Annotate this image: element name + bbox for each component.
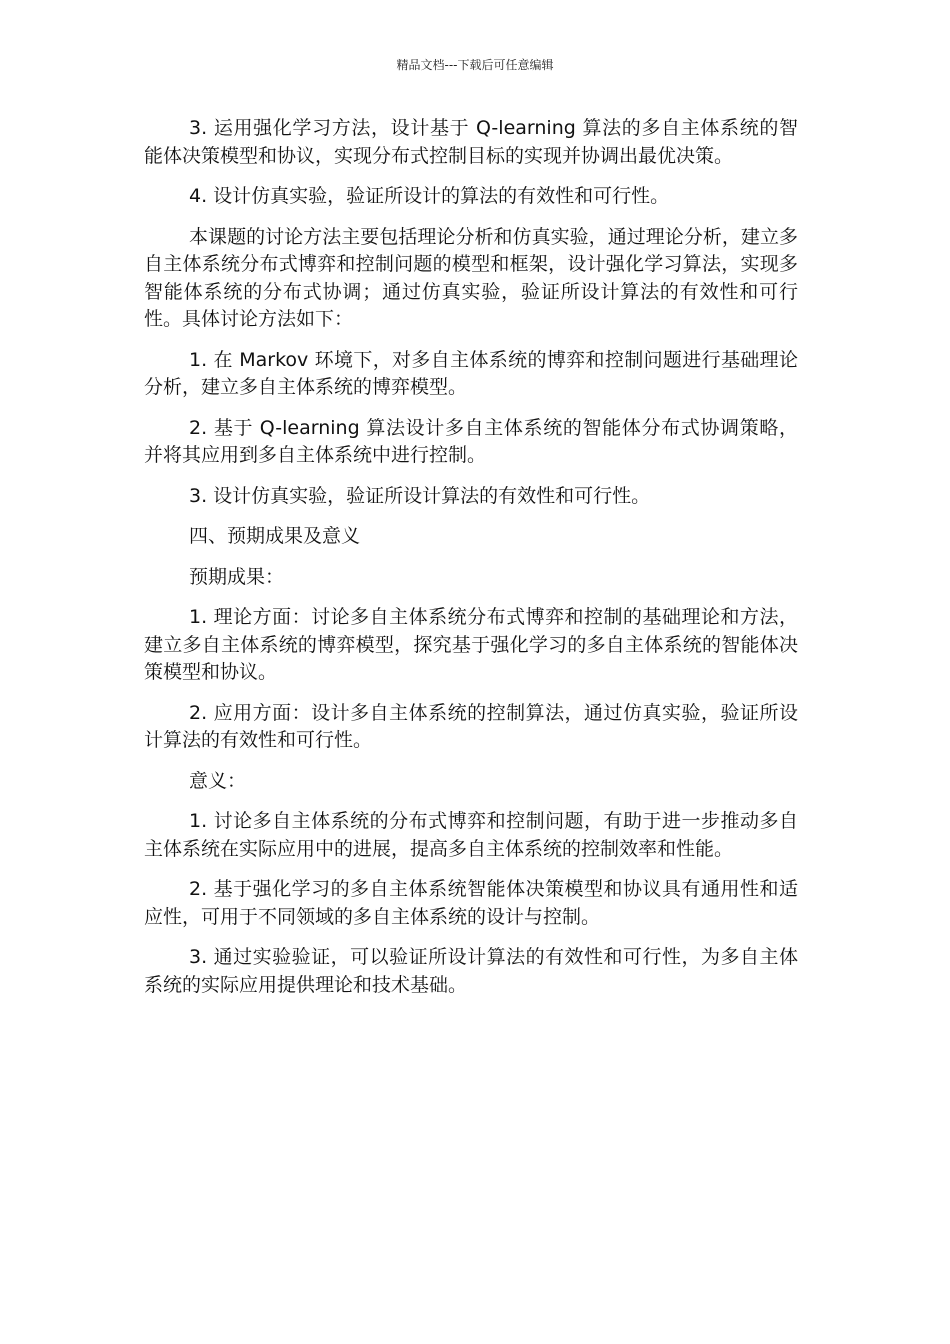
paragraph-significance-1: 1. 讨论多自主体系统的分布式博弈和控制问题，有助于进一步推动多自主体系统在实际应用中的进展，提高多自主体系统的控制效率和性能。 [144,810,798,860]
paragraph-research-step-2: 2. 基于 Q-learning 算法设计多自主体系统的智能体分布式协调策略，并将其应用到多自主体系统中进行控制。 [144,416,798,466]
subheading-expected-results: 预期成果： [189,565,285,588]
section-heading-expected-results: 四、预期成果及意义 [189,525,361,547]
paragraph-research-step-1: 1. 在 Markov 环境下，对多自主体系统的博弈和控制问题进行基础理论分析，建立多自主体系统的博弈模型。 [144,348,798,398]
subheading-significance: 意义： [189,769,247,792]
document-body [144,115,798,1012]
paragraph-result-application: 2. 应用方面：设计多自主体系统的控制算法，通过仿真实验，验证所设计算法的有效性和可行性。 [144,701,798,751]
paragraph-research-step-3: 3. 设计仿真实验，验证所设计算法的有效性和可行性。 [189,484,651,507]
paragraph-significance-3: 3. 通过实验验证，可以验证所设计算法的有效性和可行性，为多自主体系统的实际应用提供理论和技术基础。 [144,946,798,996]
paragraph-significance-2: 2. 基于强化学习的多自主体系统智能体决策模型和协议具有通用性和适应性，可用于不同领域的多自主体系统的设计与控制。 [144,878,798,928]
paragraph-research-methods: 本课题的讨论方法主要包括理论分析和仿真实验，通过理论分析，建立多自主体系统分布式博弈和控制问题的模型和框架，设计强化学习算法，实现多智能体系统的分布式协调；通过仿真实验，验证所设计算法的有效性和可行性。具体讨论方法如下： [144,225,798,330]
page-header: 精品文档---下载后可任意编辑 [396,58,554,72]
paragraph-result-theory: 1. 理论方面：讨论多自主体系统分布式博弈和控制的基础理论和方法，建立多自主体系统的博弈模型，探究基于强化学习的多自主体系统的智能体决策模型和协议。 [144,606,798,683]
paragraph-method-3: 3. 运用强化学习方法，设计基于 Q-learning 算法的多自主体系统的智能体决策模型和协议，实现分布式控制目标的实现并协调出最优决策。 [144,117,798,167]
paragraph-method-4: 4. 设计仿真实验，验证所设计的算法的有效性和可行性。 [189,185,670,207]
